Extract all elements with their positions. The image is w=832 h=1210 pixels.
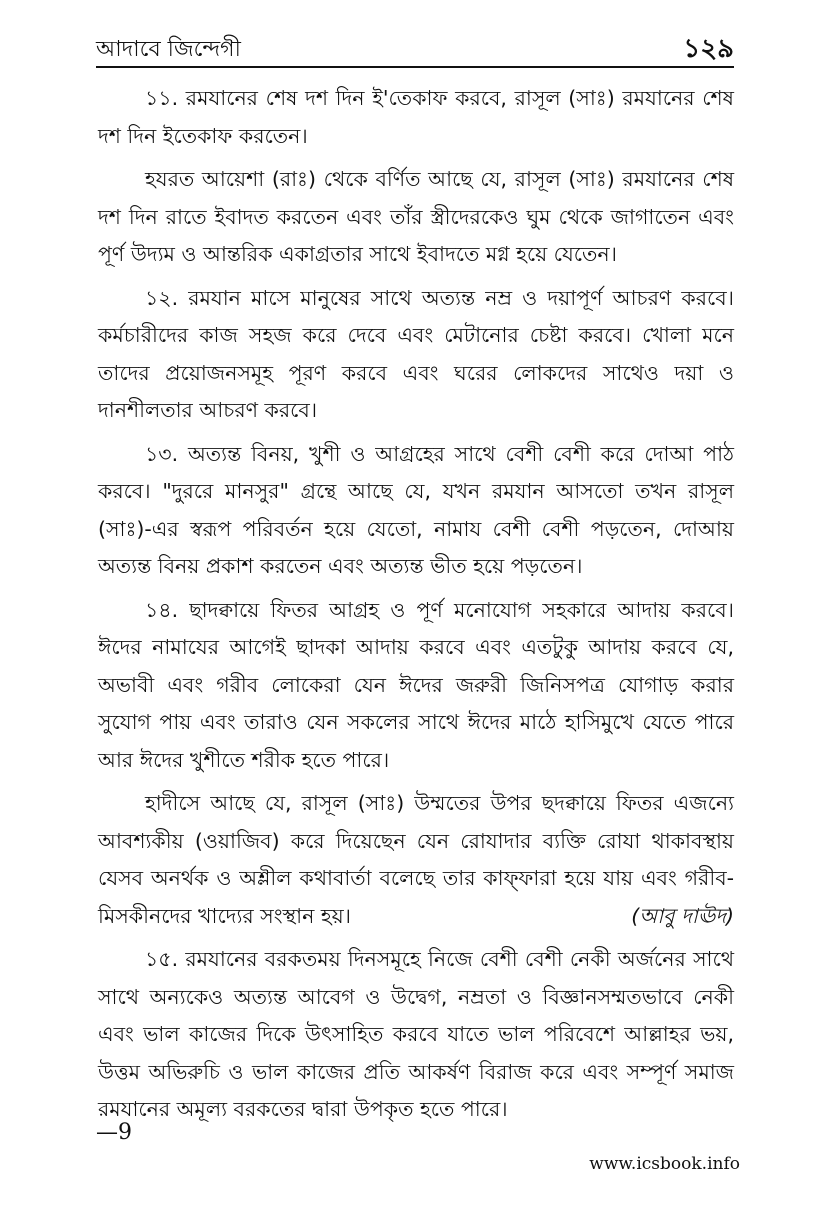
- signature-mark: —9: [96, 1120, 132, 1145]
- paragraph-12: ১২. রমযান মাসে মানুষের সাথে অত্যন্ত নম্র ও দয়াপূর্ণ আচরণ করবে। কর্মচারীদের কাজ সহজ করে দেবে এবং মেটানোর চেষ্টা করবে। খোলা মনে তাদের প্রয়োজনসমূহ পূরণ করবে এবং ঘরের লোকদের সাথেও দয়া ও দানশীলতার আচরণ করবে।: [98, 285, 734, 422]
- page-number: ১২৯: [683, 34, 734, 64]
- citation: (আবু দাঊদ): [631, 903, 734, 928]
- paragraph-hadith-fitr: [98, 785, 734, 935]
- paragraph-hadith-ayesha: হযরত আয়েশা (রাঃ) থেকে বর্ণিত আছে যে, রাসূল (সাঃ) রমযানের শেষ দশ দিন রাতে ইবাদত করতেন এবং তাঁর স্ত্রীদেরকেও ঘুম থেকে জাগাতেন এবং পূর্ণ উদ্যম ও আন্তরিক একাগ্রতার সাথে ইবাদতে মগ্ন হয়ে যেতেন।: [98, 167, 734, 266]
- header-rule: [96, 66, 734, 68]
- running-title: আদাবে জিন্দেগী: [96, 37, 241, 62]
- paragraph-11: ১১. রমযানের শেষ দশ দিন ই'তেকাফ করবে, রাসূল (সাঃ) রমযানের শেষ দশ দিন ইতেকাফ করতেন।: [98, 86, 734, 148]
- paragraph-hadith-fitr-text: হাদীসে আছে যে, রাসূল (সাঃ) উম্মতের উপর ছদক্বায়ে ফিতর এজন্যে আবশ্যকীয় (ওয়াজিব) করে দিয়েছেন যেন রোযাদার ব্যক্তি রোযা থাকাবস্থায় যেসব অনর্থক ও অশ্লীল কথাবার্তা বলেছে তার কাফ্‌ফারা হয়ে যায় এবং গরীব-মিসকীনদের খাদ্যের সংস্থান হয়।: [98, 791, 734, 928]
- paragraph-14: ১৪. ছাদক্বায়ে ফিতর আগ্রহ ও পূর্ণ মনোযোগ সহকারে আদায় করবে। ঈদের নামাযের আগেই ছাদকা আদায় করবে এবং এতটুকু আদায় করবে যে, অভাবী এবং গরীব লোকেরা যেন ঈদের জরুরী জিনিসপত্র যোগাড় করার সুযোগ পায় এবং তারাও যেন সকলের সাথে ঈদের মাঠে হাসিমুখে যেতে পারে আর ঈদের খুশীতে শরীক হতে পারে।: [98, 597, 734, 772]
- website-watermark: www.icsbook.info: [589, 1154, 740, 1174]
- page-header: [96, 26, 734, 66]
- paragraph-15: ১৫. রমযানের বরকতময় দিনসমূহে নিজে বেশী বেশী নেকী অর্জনের সাথে সাথে অন্যকেও অত্যন্ত আবেগ ও উদ্বেগ, নম্রতা ও বিজ্ঞানসম্মতভাবে নেকী এবং ভাল কাজের দিকে উৎসাহিত করবে যাতে ভাল পরিবেশে আল্লাহর ভয়, উত্তম অভিরুচি ও ভাল কাজের প্রতি আকর্ষণ বিরাজ করে এবং সম্পূর্ণ সমাজ রমযানের অমূল্য বরকতের দ্বারা উপকৃত হতে পারে।: [98, 947, 734, 1121]
- page-body: [98, 80, 734, 1135]
- paragraph-13: ১৩. অত্যন্ত বিনয়, খুশী ও আগ্রহের সাথে বেশী বেশী করে দোআ পাঠ করবে। "দুররে মানসুর" গ্রন্থে আছে যে, যখন রমযান আসতো তখন রাসূল (সাঃ)-এর স্বরূপ পরিবর্তন হয়ে যেতো, নামায বেশী বেশী পড়তেন, দোআয় অত্যন্ত বিনয় প্রকাশ করতেন এবং অত্যন্ত ভীত হয়ে পড়তেন।: [98, 441, 734, 578]
